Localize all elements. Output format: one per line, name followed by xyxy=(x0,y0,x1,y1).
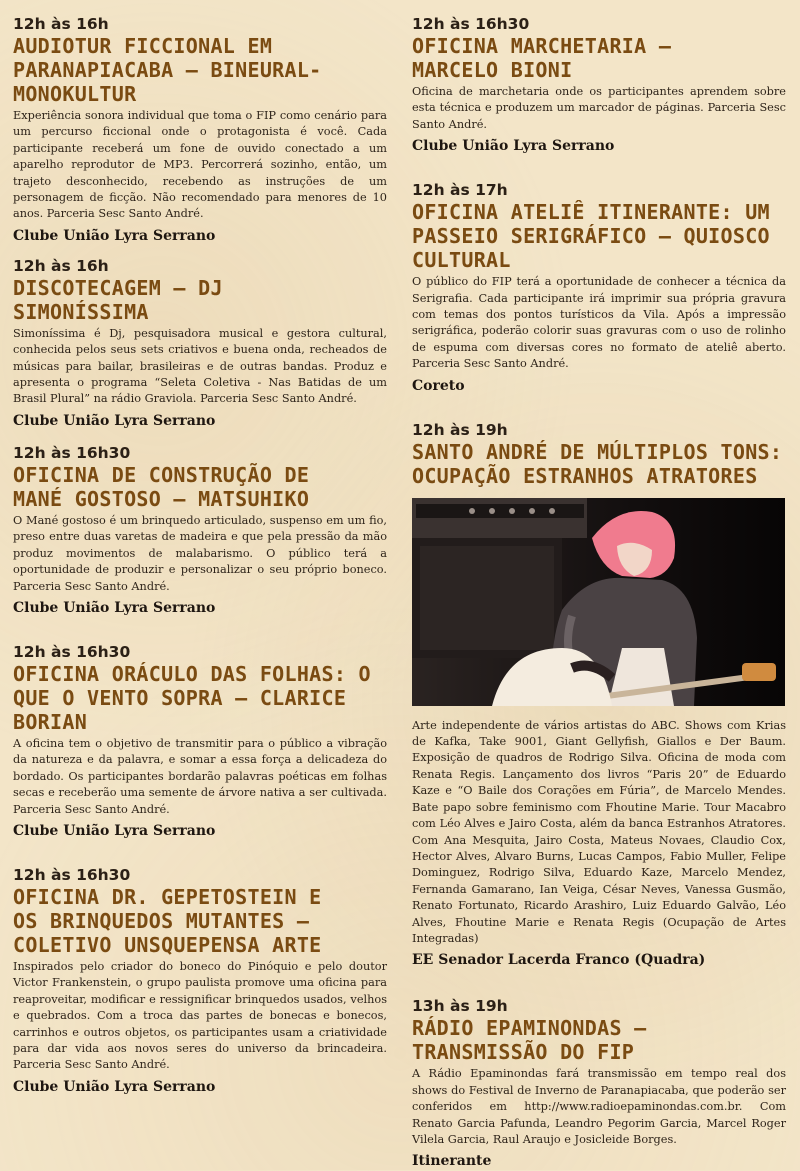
event-description: Inspirados pelo criador do boneco do Pinóquio e pelo doutor Victor Frankenstein, o grupo paulista promove uma oficina para reaproveitar, modificar e ressignificar brinquedos usados, velhos e quebrados. Com a troca das partes de bonecas e bonecos, carrinhos e outros objetos, os participantes usam a criatividade para dar vida aos novos seres do universo da brincadeira. Parceria Sesc Santo André. xyxy=(13,959,387,1072)
event-time: 12h às 16h30 xyxy=(412,15,530,33)
event-time: 12h às 16h30 xyxy=(13,865,131,884)
event-place: EE Senador Lacerda Franco (Quadra) xyxy=(412,952,706,969)
event-time: 12h às 16h30 xyxy=(13,642,131,661)
event-title: OFICINA DR. GEPETOSTEIN E OS BRINQUEDOS MUTANTES – COLETIVO UNSQUEPENSA ARTE xyxy=(13,884,322,957)
event-title: OFICINA ATELIÊ ITINERANTE: UM PASSEIO SERIGRÁFICO – QUIOSCO CULTURAL xyxy=(412,200,770,273)
event-title: DISCOTECAGEM – DJ SIMONÍSSIMA xyxy=(13,275,223,324)
event-santo-andre xyxy=(412,420,786,971)
event-audiotur xyxy=(13,14,387,246)
event-place: Clube União Lyra Serrano xyxy=(13,227,216,244)
event-title: SANTO ANDRÉ DE MÚLTIPLOS TONS: OCUPAÇÃO ESTRANHOS ATRATORES xyxy=(412,439,783,488)
event-radio xyxy=(412,996,786,1171)
event-description: Experiência sonora individual que toma o FIP como cenário para um percurso ficcional onde o protagonista é você. Cada participante receberá um fone de ouvido conectado a um aparelho reprodutor de MP3. Percorrerá sozinho, então, um trajeto desconhecido, recebendo as instruções de um personagem de ficção. Não recomendado para menores de 10 anos. Parceria Sesc Santo André. xyxy=(13,109,387,221)
event-time: 12h às 16h xyxy=(13,256,109,275)
event-time: 12h às 19h xyxy=(412,420,508,439)
event-title: OFICINA MARCHETARIA – MARCELO BIONI xyxy=(412,34,672,82)
event-title: OFICINA DE CONSTRUÇÃO DE MANÉ GOSTOSO – MATSUHIKO xyxy=(13,462,310,511)
event-place: Itinerante xyxy=(412,1153,492,1170)
event-time: 13h às 19h xyxy=(412,997,508,1016)
event-place: Clube União Lyra Serrano xyxy=(13,412,216,429)
event-title: RÁDIO EPAMINONDAS – TRANSMISSÃO DO FIP xyxy=(412,1016,647,1065)
event-marchetaria xyxy=(412,14,786,156)
event-place: Clube União Lyra Serrano xyxy=(13,1078,216,1095)
guitarist-photo xyxy=(412,498,785,706)
event-discotecagem xyxy=(13,256,387,431)
event-description: O público do FIP terá a oportunidade de conhecer a técnica da Serigrafia. Cada participante irá imprimir sua própria gravura com temas dos pontos turísticos da Vila. Após a impressão serigráfica, poderão colorir suas gravuras com o uso de rolinho de espuma com diversas cores no formato de ateliê aberto. Parceria Sesc Santo André. xyxy=(412,275,786,371)
event-mane-gostoso xyxy=(13,443,387,618)
event-description: A Rádio Epaminondas fará transmissão em tempo real dos shows do Festival de Inverno de Paranapiacaba, que poderão ser conferidos em http://www.radioepaminondas.com.br. Com Renato Garcia Pafunda, Leandro Pegorim Garcia, Marcel Roger Vilela Garcia, Raul Araujo e Josicleide Borges. xyxy=(412,1067,786,1146)
left-column xyxy=(13,14,387,1097)
event-title: OFICINA ORÁCULO DAS FOLHAS: O QUE O VENTO SOPRA – CLARICE BORIAN xyxy=(13,661,371,734)
event-oraculo xyxy=(13,642,387,841)
event-gepetostein xyxy=(13,865,387,1097)
event-time: 12h às 17h xyxy=(412,181,508,200)
event-place: Clube União Lyra Serrano xyxy=(412,138,615,155)
event-atelie xyxy=(412,180,786,395)
event-description: Oficina de marchetaria onde os participantes aprendem sobre esta técnica e produzem um marcador de páginas. Parceria Sesc Santo André. xyxy=(412,85,786,131)
event-time: 12h às 16h30 xyxy=(13,443,131,462)
event-place: Clube União Lyra Serrano xyxy=(13,822,216,839)
right-column xyxy=(412,14,786,1171)
event-description: Simoníssima é Dj, pesquisadora musical e gestora cultural, conhecida pelos seus sets criativos e buena onda, recheados de músicas para bailar, brasileiras e de outras bandas. Produz e apresenta o programa “Seleta Coletiva - Nas Batidas de um Brasil Plural” na rádio Graviola. Parceria Sesc Santo André. xyxy=(13,326,387,406)
event-title: AUDIOTUR FICCIONAL EM PARANAPIACABA – BINEURAL-MONOKULTUR xyxy=(13,34,322,106)
event-description: Arte independente de vários artistas do ABC. Shows com Krias de Kafka, Take 9001, Giant Gellyfish, Giallos e Der Baum. Exposição de quadros de Rodrigo Silva. Oficina de moda com Renata Regis. Lançamento dos livros “Paris 20” de Eduardo Kaze e “O Baile dos Corações em Fúria”, de Marcelo Mendes. Bate papo sobre feminismo com Fhoutine Marie. Tour Macabro com Léo Alves e Jairo Costa, além da banca Estranhos Atratores. Com Ana Mesquita, Jairo Costa, Mateus Novaes, Claudio Cox, Hector Alves, Alvaro Burns, Lucas Campos, Fabio Muller, Felipe Dominguez, Rodrigo Silva, Eduardo Kaze, Marcelo Mendez, Fernanda Gamarano, Ian Veiga, César Neves, Vanessa Gusmão, Renato Fortunato, Ricardo Arashiro, Luiz Eduardo Galvão, Léo Alves, Fhoutine Marie e Renata Regis (Ocupação de Artes Integradas) xyxy=(412,718,786,945)
event-place: Clube União Lyra Serrano xyxy=(13,599,216,616)
guitarist-illustration xyxy=(412,498,785,706)
event-time: 12h às 16h xyxy=(13,15,109,33)
event-description: O Mané gostoso é um brinquedo articulado, suspenso em um fio, preso entre duas varetas de madeira e que pela pressão da mão produz movimentos de malabarismo. O público terá a oportunidade de produzir e personalizar o seu próprio boneco. Parceria Sesc Santo André. xyxy=(13,513,387,593)
event-place: Coreto xyxy=(412,377,465,394)
event-description: A oficina tem o objetivo de transmitir para o público a vibração da natureza e da palavra, e somar a essa força a delicadeza do bordado. Os participantes bordarão palavras poéticas em folhas secas e receberão uma semente de árvore nativa a ser cultivada. Parceria Sesc Santo André. xyxy=(13,736,387,816)
